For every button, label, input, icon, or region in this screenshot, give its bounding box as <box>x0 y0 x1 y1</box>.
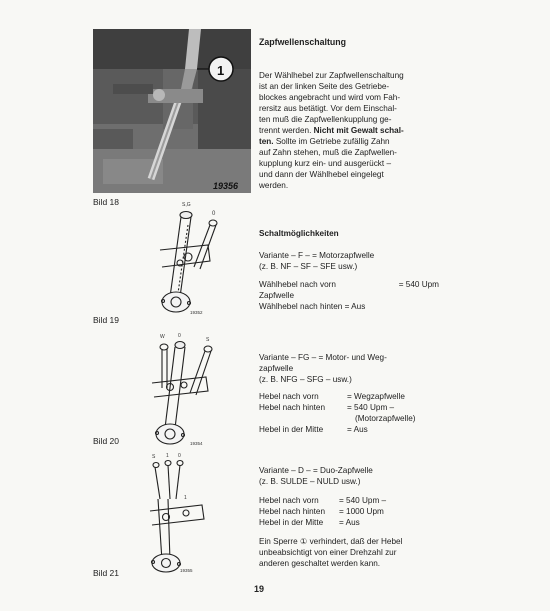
fig21-label-1: 1 <box>166 453 169 459</box>
fig19-label-0: 0 <box>212 211 216 217</box>
variant-d-row-left: Hebel nach hinten <box>259 507 326 516</box>
variant-d-row-left: Hebel nach vorn <box>259 496 319 505</box>
section1-line-7 <box>259 136 439 147</box>
variant-fg-row-left: Hebel in der Mitte <box>259 425 324 434</box>
fig21-number: 19355 <box>180 568 193 573</box>
section1-line-11: werden. <box>259 181 289 190</box>
fig21-side-label: 1 <box>184 495 187 501</box>
lever-diagram-bild-20 <box>140 333 220 448</box>
section1-warning-1: Nicht mit Gewalt schal- <box>313 126 404 135</box>
section1-warning-2: ten. <box>259 137 274 146</box>
variant-d-row-right: = 540 Upm – <box>339 496 387 505</box>
fig20-label-0: 0 <box>178 333 181 339</box>
gearbox-photo-art <box>93 29 251 193</box>
variant-fg-row <box>259 424 439 435</box>
variant-fg-row <box>259 391 439 402</box>
variant-fg-table <box>259 391 439 435</box>
variant-d-row <box>259 495 439 506</box>
variant-fg-row-right: = Aus <box>347 425 368 434</box>
gearbox-photo <box>93 29 251 193</box>
caption-bild-21: Bild 21 <box>93 568 119 578</box>
caption-bild-19: Bild 19 <box>93 315 119 325</box>
variant-fg-row-right: (Motorzapfwelle) <box>355 414 416 423</box>
lever-diagram-20-art <box>140 333 220 448</box>
lever-diagram-bild-19 <box>150 202 225 317</box>
variant-fg-row-right: = 540 Upm – <box>347 403 395 412</box>
variant-fg-block <box>259 352 439 435</box>
section1-line-9: kupplung kurz ein- und ausgerückt – <box>259 159 391 168</box>
variant-fg-row-right: = Wegzapfwelle <box>347 392 405 401</box>
section1-line-3: blockes angebracht und wird vom Fah- <box>259 93 401 102</box>
lock-note-line-2: unbeabsichtigt von einer Drehzahl zur <box>259 548 397 557</box>
section1-line-2: ist an der linken Seite des Getriebe- <box>259 82 390 91</box>
caption-bild-18: Bild 18 <box>93 197 119 207</box>
variant-f-line-1-left: Wählhebel nach vorn <box>259 280 336 289</box>
variant-d-table <box>259 495 439 528</box>
lever-diagram-bild-21 <box>140 453 220 575</box>
section-title-schaltmoeglichkeiten: Schaltmöglichkeiten <box>259 229 339 238</box>
variant-d-head: Variante – D – = Duo-Zapfwelle <box>259 466 373 475</box>
variant-fg-head-1: Variante – FG – = Motor- und Weg- <box>259 353 387 362</box>
photo-number: 19356 <box>213 181 239 191</box>
variant-d-block <box>259 465 439 528</box>
variant-f-examples: (z. B. NF – SF – SFE usw.) <box>259 262 358 271</box>
variant-f-line-3: Wählhebel nach hinten = Aus <box>259 302 366 311</box>
lock-note-line-3: anderen geschaltet werden kann. <box>259 559 381 568</box>
variant-d-row-left: Hebel in der Mitte <box>259 518 324 527</box>
section1-line-6 <box>259 125 439 136</box>
lock-note <box>259 536 444 569</box>
section1-line-6-a: trennt werden. <box>259 126 314 135</box>
section1-paragraph <box>259 70 439 191</box>
fig20-number: 19354 <box>190 441 203 446</box>
variant-fg-row-left: Hebel nach hinten <box>259 403 326 412</box>
fig19-number: 19352 <box>190 310 203 315</box>
variant-fg-row-left <box>259 413 355 424</box>
caption-bild-20: Bild 20 <box>93 436 119 446</box>
variant-f-line-1-right: = 540 Upm <box>398 280 439 289</box>
variant-fg-examples: (z. B. NFG – SFG – usw.) <box>259 375 352 384</box>
variant-f-head: Variante – F – = Motorzapfwelle <box>259 251 375 260</box>
fig21-label-0: 0 <box>178 453 181 459</box>
variant-fg-row-left: Hebel nach vorn <box>259 392 319 401</box>
lever-diagram-21-art <box>140 453 220 575</box>
fig20-label-s: S <box>206 337 210 343</box>
variant-d-row-right: = 1000 Upm <box>339 507 384 516</box>
variant-d-row-right: = Aus <box>339 518 360 527</box>
variant-d-row <box>259 517 439 528</box>
page-number: 19 <box>254 584 265 594</box>
section1-line-8: auf Zahn stehen, muß die Zapfwellen- <box>259 148 397 157</box>
variant-d-row <box>259 506 439 517</box>
section1-line-4: rersitz aus betätigt. Vor dem Einschal- <box>259 104 397 113</box>
variant-d-examples: (z. B. SULDE – NULD usw.) <box>259 477 361 486</box>
lock-note-line-1: Ein Sperre ① verhindert, daß der Hebel <box>259 537 403 546</box>
variant-f-line-2: Zapfwelle <box>259 291 295 300</box>
variant-fg-row <box>259 413 439 424</box>
section1-line-7-b: Sollte im Getriebe zufällig Zahn <box>273 137 390 146</box>
fig20-label-w: W <box>160 334 165 340</box>
section-title-zapfwellenschaltung: Zapfwellenschaltung <box>259 37 347 47</box>
fig21-label-s: S <box>152 454 156 460</box>
photo-callout-number: 1 <box>217 63 225 78</box>
variant-fg-head-2: zapfwelle <box>259 364 294 373</box>
section1-line-10: und dann der Wählhebel eingelegt <box>259 170 384 179</box>
lever-diagram-19-art <box>150 205 225 317</box>
section1-line-5: ten muß die Zapfwellenkupplung ge- <box>259 115 392 124</box>
section1-line-1: Der Wählhebel zur Zapfwellenschaltung <box>259 71 404 80</box>
variant-fg-row <box>259 402 439 413</box>
variant-f-line-1 <box>259 279 439 290</box>
fig19-label-sg: S,G <box>182 202 191 208</box>
variant-f-block <box>259 250 439 312</box>
